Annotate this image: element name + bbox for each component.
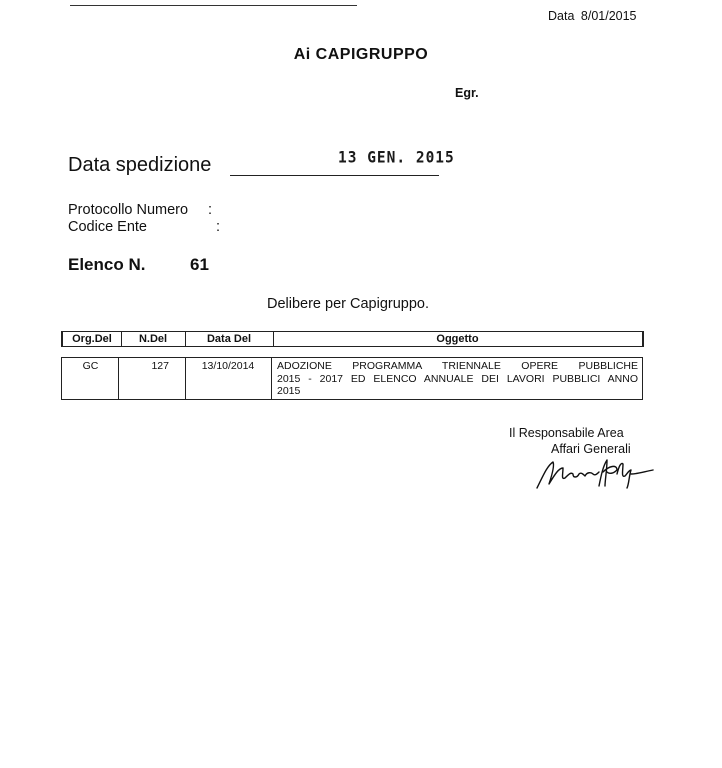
table-header: [61, 331, 644, 347]
column-header-oggetto: Oggetto: [436, 333, 479, 345]
column-header-date: Data Del: [206, 333, 252, 345]
top-rule: [70, 5, 357, 6]
signatory-area: Affari Generali: [551, 442, 631, 456]
cell-num: 127: [151, 360, 169, 372]
spedizione-underline: [230, 175, 439, 176]
codice-ente-label: Codice Ente: [68, 219, 147, 235]
date-label: Data: [548, 9, 575, 23]
protocollo-label: Protocollo Numero: [68, 202, 189, 218]
elenco-number: 61: [190, 255, 209, 274]
spedizione-label: Data spedizione: [68, 154, 212, 176]
handwritten-signature: [533, 456, 658, 492]
document-date: [548, 9, 637, 23]
recipient-salutation: Egr.: [455, 86, 479, 100]
oggetto-line: 2015 - 2017 ED ELENCO ANNUALE DEI LAVORI PUBBLICI ANNO: [277, 372, 638, 385]
protocollo-row: [68, 202, 213, 218]
table-row: [61, 357, 643, 400]
date-value: 8/01/2015: [580, 9, 637, 23]
oggetto-line: 2015: [277, 385, 301, 397]
codice-ente-colon: :: [216, 219, 221, 235]
protocollo-colon: :: [208, 202, 213, 218]
column-header-num: N.Del: [138, 333, 168, 345]
column-header-org: Org.Del: [72, 333, 112, 345]
cell-oggetto: [277, 360, 638, 398]
row-divider: [271, 358, 272, 399]
cell-date: 13/10/2014: [201, 360, 255, 372]
page-title: Ai CAPIGRUPPO: [293, 46, 429, 63]
elenco-label: Elenco N.: [68, 255, 146, 274]
codice-ente-row: [68, 219, 221, 235]
oggetto-line: ADOZIONE PROGRAMMA TRIENNALE OPERE PUBBLICHE: [277, 360, 638, 372]
signatory-role: Il Responsabile Area: [509, 426, 624, 440]
list-subtitle: Delibere per Capigruppo.: [267, 296, 430, 312]
date-stamp: 13 GEN. 2015: [338, 149, 455, 167]
cell-org: GC: [82, 360, 99, 372]
